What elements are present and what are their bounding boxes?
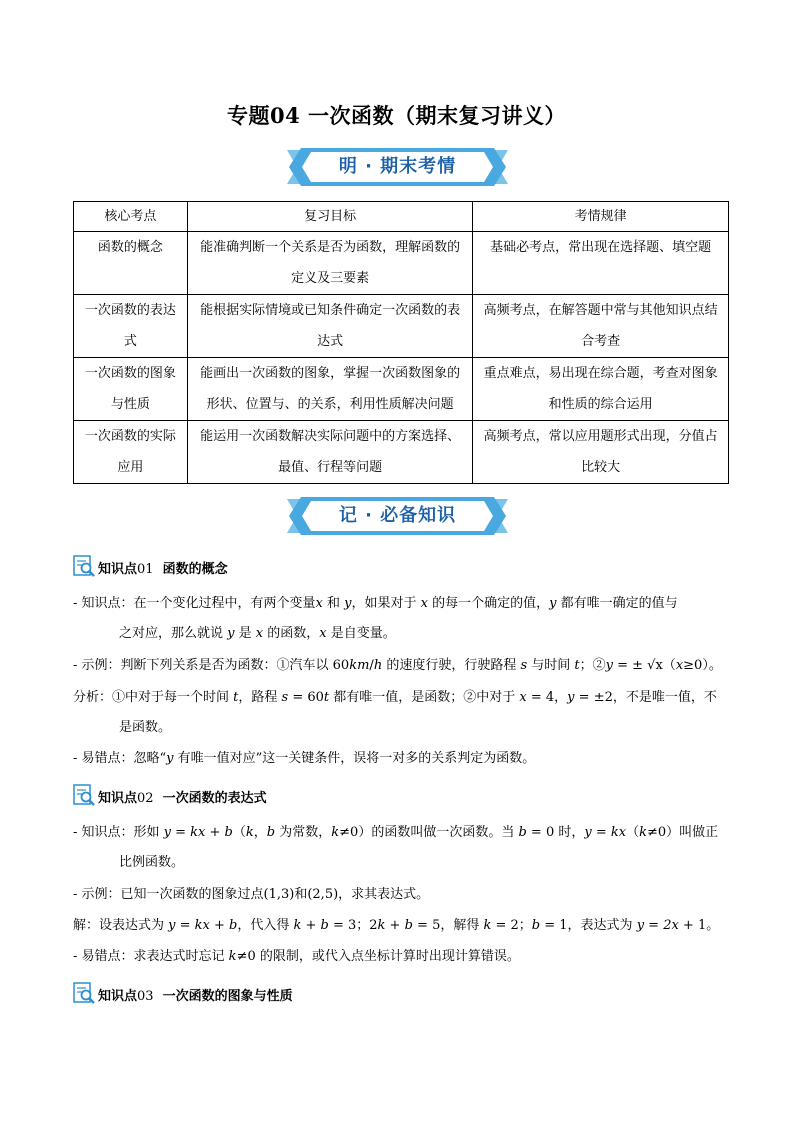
kp-number: 01 xyxy=(137,562,154,577)
kp-prefix: 知识点 xyxy=(98,562,138,577)
table-row xyxy=(74,358,729,421)
table-row xyxy=(74,421,729,484)
kp2-example: - 示例：已知一次函数的图象过点(1,3)和(2,5)，求其表达式。 xyxy=(73,887,430,902)
table-cell: 一次函数的图象与性质 xyxy=(74,358,188,421)
header-cell: 核心考点 xyxy=(74,202,188,232)
table-cell: 能画出一次函数的图象，掌握一次函数图象的形状、位置与、的关系，利用性质解决问题 xyxy=(187,358,473,421)
magnifier-icon xyxy=(73,784,95,806)
kp1-analysis: 分析：①中对于每一个时间 t，路程 s = 60t 都有唯一值，是函数；②中对于 x = 4，y = ±2，不是唯一值，不 是函数。 xyxy=(73,690,717,735)
table-cell: 高频考点，在解答题中常与其他知识点结合考查 xyxy=(473,295,729,358)
kp-title: 一次函数的图象与性质 xyxy=(162,989,293,1004)
table-cell: 重点难点，易出现在综合题，考查对图象和性质的综合运用 xyxy=(473,358,729,421)
kp-number: 02 xyxy=(137,791,154,806)
kp-prefix: 知识点 xyxy=(98,989,138,1004)
table-cell: 能根据实际情境或已知条件确定一次函数的表达式 xyxy=(187,295,473,358)
kp1-definition: - 知识点：在一个变化过程中，有两个变量x 和 y，如果对于 x 的每一个确定的值，y 都有唯一确定的值与 之对应，那么就说 y 是 x 的函数，x 是自变量。 xyxy=(73,596,678,641)
kp1-example: - 示例：判断下列关系是否为函数：①汽车以 60km/h 的速度行驶，行驶路程 s 与时间 t；②y = ± √x（x≥0）。 xyxy=(73,658,722,673)
magnifier-icon xyxy=(73,555,95,577)
kp2-solution: 解：设表达式为 y = kx + b，代入得 k + b = 3；2k + b = 5，解得 k = 2；b = 1，表达式为 y = 2x + 1。 xyxy=(73,918,720,933)
kp1-pitfall: - 易错点：忽略“y 有唯一值对应”这一关键条件，误将一对多的关系判定为函数。 xyxy=(73,751,536,766)
table-cell: 一次函数的表达式 xyxy=(74,295,188,358)
section-banner-exam-analysis xyxy=(287,148,508,186)
table-row xyxy=(74,295,729,358)
table-cell: 一次函数的实际应用 xyxy=(74,421,188,484)
table-cell: 能运用一次函数解决实际问题中的方案选择、最值、行程等问题 xyxy=(187,421,473,484)
table-cell: 高频考点，常以应用题形式出现，分值占比较大 xyxy=(473,421,729,484)
table-header-row xyxy=(74,202,729,232)
header-cell: 复习目标 xyxy=(187,202,473,232)
banner-title: 明 · 期末考情 xyxy=(338,156,457,177)
header-cell: 考情规律 xyxy=(473,202,729,232)
kp-title: 函数的概念 xyxy=(162,562,228,577)
exam-analysis-table xyxy=(73,201,729,484)
table-cell: 函数的概念 xyxy=(74,232,188,295)
kp2-pitfall: - 易错点：求表达式时忘记 k≠0 的限制，或代入点坐标计算时出现计算错误。 xyxy=(73,949,520,964)
table-row xyxy=(74,232,729,295)
kp-title: 一次函数的表达式 xyxy=(162,791,267,806)
section-banner-knowledge xyxy=(287,497,508,535)
table-cell: 基础必考点，常出现在选择题、填空题 xyxy=(473,232,729,295)
page-title: 专题04 一次函数（期末复习讲义） xyxy=(226,103,567,128)
kp-prefix: 知识点 xyxy=(98,791,138,806)
kp-number: 03 xyxy=(137,989,154,1004)
banner-title: 记 · 必备知识 xyxy=(338,505,457,526)
table-cell: 能准确判断一个关系是否为函数，理解函数的定义及三要素 xyxy=(187,232,473,295)
magnifier-icon xyxy=(73,982,95,1004)
kp2-definition: - 知识点：形如 y = kx + b（k，b 为常数，k≠0）的函数叫做一次函数。当 b = 0 时，y = kx（k≠0）叫做正 比例函数。 xyxy=(73,825,719,870)
